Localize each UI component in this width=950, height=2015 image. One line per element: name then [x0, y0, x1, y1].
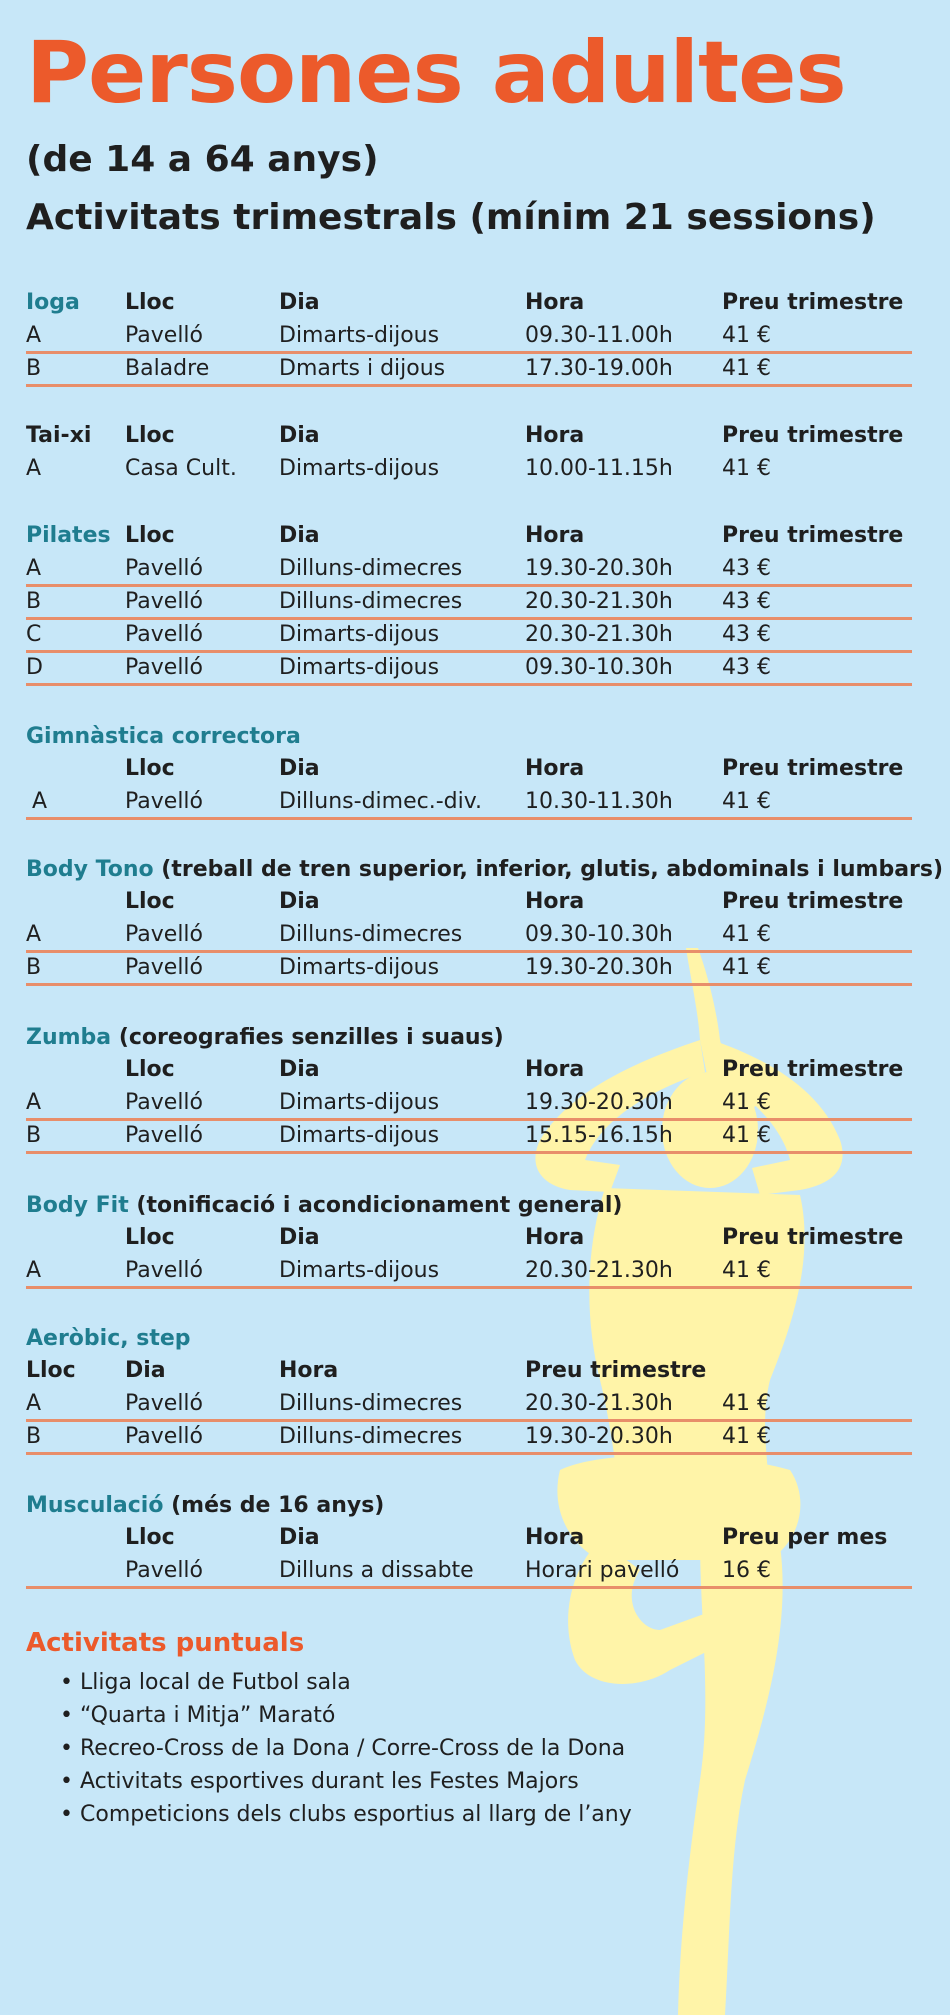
header-lloc: Lloc [125, 1225, 175, 1250]
group-cell: A [26, 922, 42, 947]
header-preu: Preu trimestre [722, 423, 904, 448]
time-cell: 19.30-20.30h [525, 1424, 673, 1449]
list-item: • “Quarta i Mitja” Marató [60, 1699, 632, 1732]
group-cell: C [26, 622, 42, 647]
puntuals-title: Activitats puntuals [26, 1628, 305, 1658]
price-cell: 43 € [722, 589, 771, 614]
header-lloc: Lloc [125, 523, 175, 548]
table-header [0, 1223, 950, 1256]
price-cell: 41 € [722, 356, 771, 381]
activity-name: Tai-xi [26, 423, 92, 448]
time-cell: 09.30-11.00h [525, 323, 673, 348]
table-row [0, 1256, 950, 1289]
header-lloc: Lloc [125, 889, 175, 914]
zumba-table [0, 1022, 950, 1154]
header-hora: Hora [525, 290, 585, 315]
time-cell: 19.30-20.30h [525, 1090, 673, 1115]
group-cell: A [26, 1391, 42, 1416]
price-cell: 41 € [722, 323, 771, 348]
musculacio-table [0, 1490, 950, 1589]
time-cell: Horari pavelló [525, 1558, 680, 1583]
time-cell: 20.30-21.30h [525, 1391, 673, 1416]
place-cell: Baladre [125, 356, 210, 381]
day-cell: Dimarts-dijous [279, 955, 440, 980]
activity-note: (coreografies senzilles i suaus) [118, 1025, 504, 1050]
header-preu: Preu trimestre [722, 756, 904, 781]
place-cell: Casa Cult. [125, 456, 237, 481]
place-cell: Pavelló [125, 1090, 203, 1115]
day-cell: Dimarts-dijous [279, 323, 440, 348]
table-row [0, 1556, 950, 1589]
table-header [0, 1356, 950, 1389]
table-row [0, 620, 950, 653]
header-dia: Dia [279, 1225, 320, 1250]
table-row [0, 653, 950, 686]
header-preu: Preu trimestre [722, 1225, 904, 1250]
header-lloc: Lloc [125, 423, 175, 448]
place-cell: Pavelló [125, 922, 203, 947]
day-cell: Dimarts-dijous [279, 1258, 440, 1283]
section-label-row [0, 721, 950, 754]
time-cell: 15.15-16.15h [525, 1123, 673, 1148]
group-cell: A [26, 323, 42, 348]
place-cell: Pavelló [125, 1258, 203, 1283]
group-cell: B [26, 1424, 42, 1449]
day-cell: Dilluns-dimecres [279, 589, 463, 614]
price-cell: 43 € [722, 556, 771, 581]
section-label-row [0, 1323, 950, 1356]
place-cell: Pavelló [125, 789, 203, 814]
time-cell: 19.30-20.30h [525, 955, 673, 980]
page-title: Persones adultes [26, 23, 846, 123]
activity-name: Ioga [26, 290, 80, 315]
ioga-table [0, 288, 950, 387]
list-item: • Lliga local de Futbol sala [60, 1666, 632, 1699]
table-header [0, 754, 950, 787]
header-preu: Preu per mes [722, 1525, 888, 1550]
day-cell: Dimarts-dijous [279, 1090, 440, 1115]
place-cell: Pavelló [125, 955, 203, 980]
price-cell: 41 € [722, 1090, 771, 1115]
activity-note: (més de 16 anys) [171, 1493, 385, 1518]
header-dia: Dia [279, 290, 320, 315]
header-hora: Hora [279, 1358, 339, 1383]
place-cell: Pavelló [125, 1558, 203, 1583]
time-cell: 20.30-21.30h [525, 1258, 673, 1283]
header-hora: Hora [525, 1525, 585, 1550]
time-cell: 20.30-21.30h [525, 589, 673, 614]
time-cell: 09.30-10.30h [525, 922, 673, 947]
activity-subtitle: Activitats trimestrals (mínim 21 sessions) [26, 197, 876, 238]
activity-name: Zumba [26, 1025, 112, 1050]
section-label-row [0, 1190, 950, 1223]
price-cell: 41 € [722, 955, 771, 980]
day-cell: Dilluns-dimecres [279, 1391, 463, 1416]
place-cell: Pavelló [125, 323, 203, 348]
time-cell: 09.30-10.30h [525, 655, 673, 680]
table-header [0, 521, 950, 554]
header-preu: Preu trimestre [722, 1057, 904, 1082]
group-cell: A [26, 1258, 42, 1283]
time-cell: 19.30-20.30h [525, 556, 673, 581]
table-row [0, 953, 950, 986]
header-lloc: Lloc [125, 290, 175, 315]
price-cell: 41 € [722, 456, 771, 481]
day-cell: Dimarts-dijous [279, 655, 440, 680]
header-lloc: Lloc [125, 756, 175, 781]
activity-name: Gimnàstica correctora [26, 724, 301, 749]
header-dia: Dia [125, 1358, 166, 1383]
header-lloc: Lloc [125, 1057, 175, 1082]
table-row [0, 321, 950, 354]
activity-note: (treball de tren superior, inferior, glutis, abdominals i lumbars) [161, 857, 944, 882]
price-cell: 41 € [722, 1258, 771, 1283]
bodyfit-table [0, 1190, 950, 1289]
time-cell: 17.30-19.00h [525, 356, 673, 381]
group-cell: D [26, 655, 43, 680]
place-cell: Pavelló [125, 1424, 203, 1449]
day-cell: Dimarts-dijous [279, 622, 440, 647]
price-cell: 41 € [722, 1391, 771, 1416]
section-label-row [0, 1490, 950, 1523]
header-preu: Preu trimestre [722, 290, 904, 315]
list-item: • Activitats esportives durant les Festes Majors [60, 1765, 632, 1798]
price-cell: 41 € [722, 1424, 771, 1449]
section-label [26, 1493, 384, 1518]
group-cell: B [26, 356, 42, 381]
age-range-subtitle: (de 14 a 64 anys) [26, 139, 379, 180]
day-cell: Dmarts i dijous [279, 356, 446, 381]
table-header [0, 1523, 950, 1556]
activity-name: Musculació [26, 1493, 164, 1518]
group-cell: B [26, 1123, 42, 1148]
header-dia: Dia [279, 423, 320, 448]
header-dia: Dia [279, 889, 320, 914]
header-lloc: Lloc [26, 1358, 76, 1383]
group-cell: A [26, 1090, 42, 1115]
day-cell: Dimarts-dijous [279, 1123, 440, 1148]
section-label [26, 1193, 622, 1218]
header-dia: Dia [279, 1057, 320, 1082]
table-row [0, 920, 950, 953]
activity-name: Pilates [26, 523, 111, 548]
list-item: • Competicions dels clubs esportius al llarg de l’any [60, 1798, 632, 1831]
header-hora: Hora [525, 1057, 585, 1082]
table-header [0, 288, 950, 321]
table-row [0, 1389, 950, 1422]
time-cell: 20.30-21.30h [525, 622, 673, 647]
list-item: • Recreo-Cross de la Dona / Corre-Cross de la Dona [60, 1732, 632, 1765]
activity-name: Aeròbic, step [26, 1326, 191, 1351]
day-cell: Dilluns-dimecres [279, 922, 463, 947]
pilates-table [0, 521, 950, 686]
aerobic-table [0, 1323, 950, 1455]
price-cell: 41 € [722, 922, 771, 947]
header-hora: Hora [525, 756, 585, 781]
table-row [0, 354, 950, 387]
activity-note: (tonificació i acondicionament general) [136, 1193, 623, 1218]
price-cell: 41 € [722, 789, 771, 814]
place-cell: Pavelló [125, 556, 203, 581]
time-cell: 10.00-11.15h [525, 456, 673, 481]
table-row [0, 587, 950, 620]
day-cell: Dimarts-dijous [279, 456, 440, 481]
table-row [0, 554, 950, 587]
day-cell: Dilluns a dissabte [279, 1558, 474, 1583]
group-cell: A [32, 789, 48, 814]
header-dia: Dia [279, 523, 320, 548]
group-cell: B [26, 955, 42, 980]
place-cell: Pavelló [125, 1123, 203, 1148]
taixi-table [0, 421, 950, 487]
price-cell: 43 € [722, 622, 771, 647]
header-lloc: Lloc [125, 1525, 175, 1550]
time-cell: 10.30-11.30h [525, 789, 673, 814]
price-cell: 41 € [722, 1123, 771, 1148]
header-hora: Hora [525, 889, 585, 914]
day-cell: Dilluns-dimecres [279, 556, 463, 581]
section-label-row [0, 854, 950, 887]
section-label [26, 857, 943, 882]
place-cell: Pavelló [125, 589, 203, 614]
header-hora: Hora [525, 523, 585, 548]
table-row [0, 1422, 950, 1455]
gimnastica-table [0, 721, 950, 820]
table-header [0, 887, 950, 920]
section-label-row [0, 1022, 950, 1055]
table-row [0, 454, 950, 487]
header-preu: Preu trimestre [525, 1358, 707, 1383]
day-cell: Dilluns-dimecres [279, 1424, 463, 1449]
table-row [0, 787, 950, 820]
bodytono-table [0, 854, 950, 986]
group-cell: A [26, 456, 42, 481]
place-cell: Pavelló [125, 1391, 203, 1416]
header-dia: Dia [279, 1525, 320, 1550]
table-header [0, 1055, 950, 1088]
day-cell: Dilluns-dimec.-div. [279, 789, 483, 814]
puntuals-list [60, 1666, 632, 1831]
group-cell: A [26, 556, 42, 581]
header-preu: Preu trimestre [722, 523, 904, 548]
table-row [0, 1088, 950, 1121]
header-hora: Hora [525, 423, 585, 448]
header-preu: Preu trimestre [722, 889, 904, 914]
table-row [0, 1121, 950, 1154]
place-cell: Pavelló [125, 655, 203, 680]
price-cell: 43 € [722, 655, 771, 680]
activity-name: Body Tono [26, 857, 154, 882]
place-cell: Pavelló [125, 622, 203, 647]
group-cell: B [26, 589, 42, 614]
header-dia: Dia [279, 756, 320, 781]
header-hora: Hora [525, 1225, 585, 1250]
table-header [0, 421, 950, 454]
price-cell: 16 € [722, 1558, 771, 1583]
activity-name: Body Fit [26, 1193, 129, 1218]
section-label [26, 1025, 504, 1050]
